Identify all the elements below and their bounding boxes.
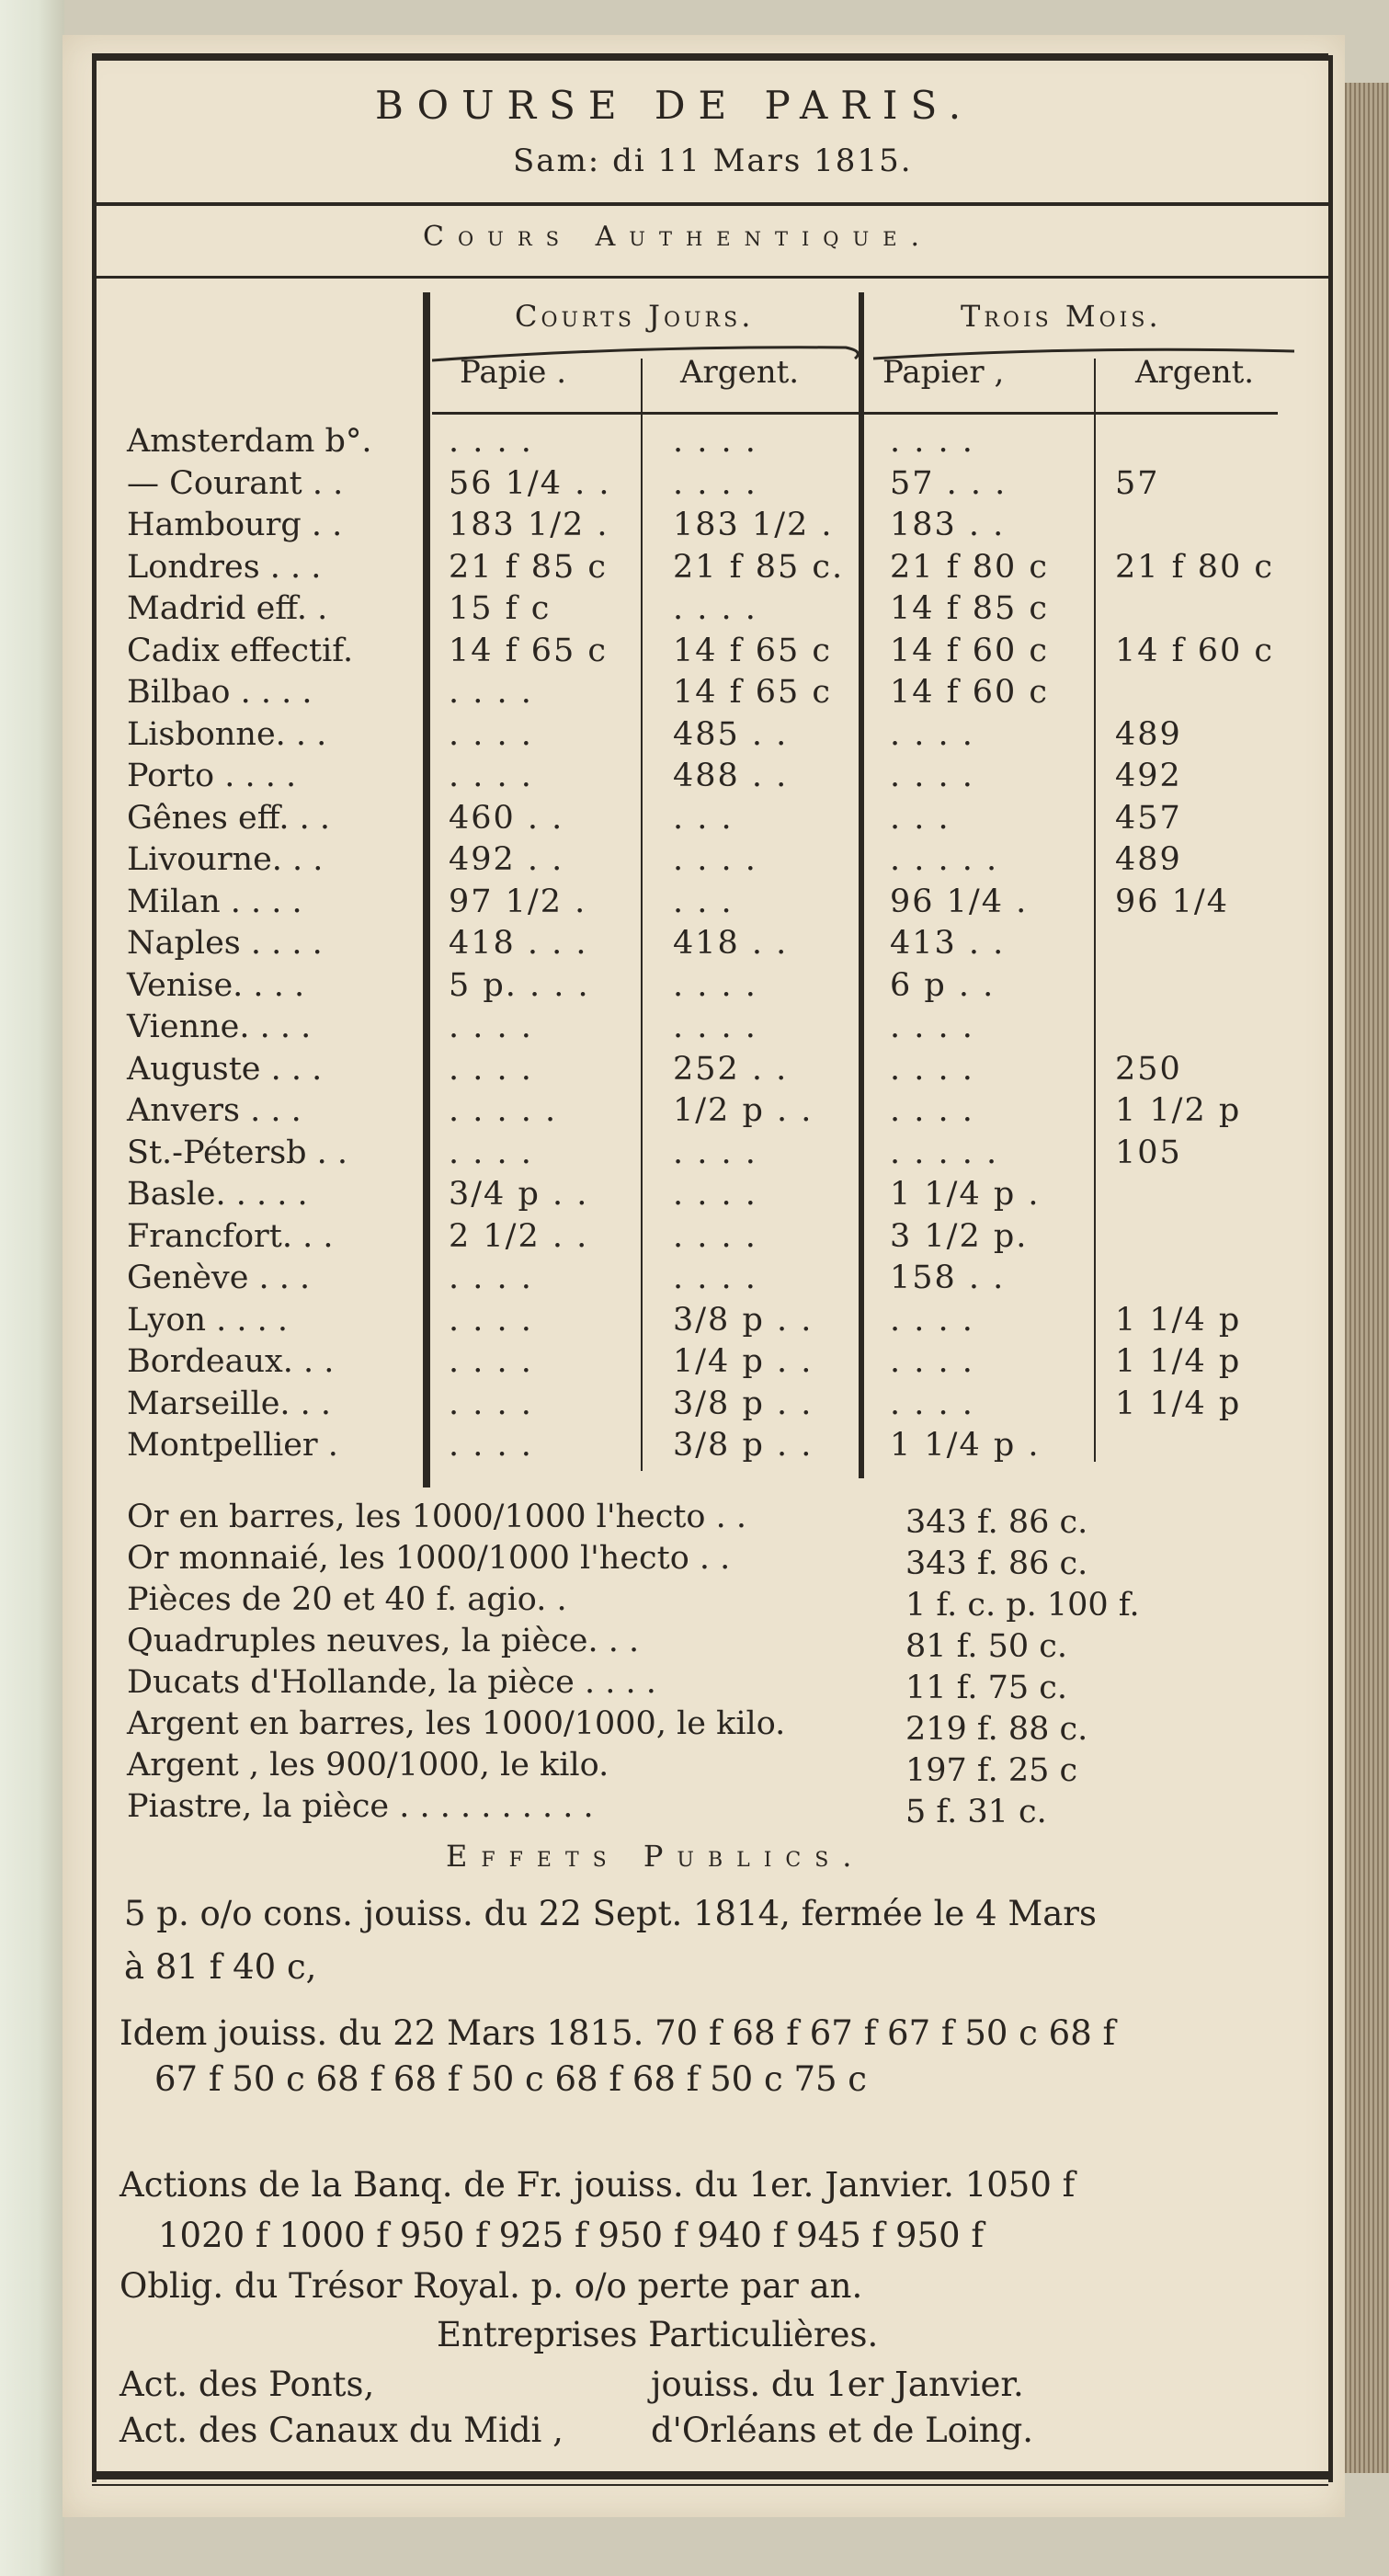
rate-cell-cj-argent: 488 . . xyxy=(673,758,789,794)
place-name: Naples . . . . xyxy=(127,925,323,962)
place-name: Porto . . . . xyxy=(127,758,297,794)
rate-cell-cj-papier: . . . . xyxy=(449,1134,533,1171)
metal-value: 1 f. c. p. 100 f. xyxy=(905,1587,1140,1624)
place-name: Francfort. . . xyxy=(127,1217,334,1255)
rate-cell-tm-argent: 489 xyxy=(1115,715,1182,753)
rate-cell-cj-argent: 14 f 65 c xyxy=(673,674,833,711)
effets-title: Effets Publics. xyxy=(446,1839,866,1874)
effets-line: Idem jouiss. du 22 Mars 1815. 70 f 68 f 67 f 67 f 50 c 68 f xyxy=(120,2013,1116,2053)
rate-cell-cj-argent: . . . . xyxy=(673,966,757,1004)
effets-line: à 81 f 40 c, xyxy=(124,1947,317,1987)
rate-cell-tm-papier: 96 1/4 . xyxy=(890,883,1029,920)
rate-cell-cj-argent: 183 1/2 . xyxy=(673,507,834,543)
rate-cell-cj-argent: . . . . xyxy=(673,1217,757,1255)
rate-cell-tm-argent: 1 1/2 p xyxy=(1115,1092,1242,1129)
rate-cell-cj-papier: . . . . xyxy=(449,1301,533,1339)
place-name: Lyon . . . . xyxy=(127,1301,289,1339)
section-rule xyxy=(92,276,1328,279)
place-name: St.-Pétersb . . xyxy=(127,1134,348,1171)
rate-cell-cj-argent: 252 . . xyxy=(673,1050,789,1088)
rate-cell-tm-papier: 1 1/4 p . xyxy=(890,1427,1041,1464)
rate-cell-cj-papier: 3/4 p . . xyxy=(449,1176,589,1213)
rate-cell-tm-papier: 3 1/2 p. xyxy=(890,1217,1029,1255)
place-name: Vienne. . . . xyxy=(127,1009,312,1045)
metal-value: 219 f. 88 c. xyxy=(905,1711,1088,1748)
header-rule xyxy=(92,202,1328,206)
bottom-rule xyxy=(92,2471,1328,2479)
rate-cell-cj-argent: 485 . . xyxy=(673,715,789,753)
rate-cell-cj-papier: 14 f 65 c xyxy=(449,632,609,669)
rate-cell-tm-papier: 14 f 85 c xyxy=(890,590,1050,627)
metal-label: Ducats d'Hollande, la pièce . . . . xyxy=(127,1664,656,1701)
group-trois-mois: Trois Mois. xyxy=(961,299,1162,334)
rate-cell-cj-papier: . . . . xyxy=(449,423,533,460)
rate-cell-tm-argent: 1 1/4 p xyxy=(1115,1385,1242,1422)
rate-cell-cj-argent: . . . . xyxy=(673,1009,757,1045)
rate-cell-cj-papier: . . . . xyxy=(449,1427,533,1464)
rate-cell-cj-papier: 183 1/2 . xyxy=(449,507,609,543)
rate-cell-cj-papier: 15 f c xyxy=(449,590,552,627)
rate-cell-cj-argent: . . . . xyxy=(673,590,757,627)
rate-cell-tm-papier: . . . . xyxy=(890,1009,974,1045)
book-spine xyxy=(0,0,64,2576)
bottom-rule-thin xyxy=(92,2484,1328,2486)
rate-cell-tm-papier: . . . xyxy=(890,799,951,837)
place-name: Amsterdam b°. xyxy=(127,423,372,460)
place-name: Londres . . . xyxy=(127,548,322,586)
rate-cell-tm-papier: . . . . . xyxy=(890,841,999,878)
rate-cell-cj-papier: 56 1/4 . . xyxy=(449,464,611,502)
rate-cell-cj-papier: . . . . xyxy=(449,715,533,753)
rate-cell-tm-argent: 489 xyxy=(1115,841,1182,878)
rate-cell-cj-papier: 492 . . xyxy=(449,841,564,878)
metal-label: Or en barres, les 1000/1000 l'hecto . . xyxy=(127,1499,746,1535)
metal-value: 343 f. 86 c. xyxy=(905,1545,1088,1582)
rate-cell-tm-papier: 14 f 60 c xyxy=(890,632,1050,669)
effets-line: 1020 f 1000 f 950 f 925 f 950 f 940 f 945 f 950 f xyxy=(158,2216,985,2255)
rate-cell-tm-argent: 457 xyxy=(1115,799,1182,837)
rate-cell-tm-papier: 158 . . xyxy=(890,1260,1006,1296)
rate-cell-cj-papier: . . . . xyxy=(449,1385,533,1422)
effets-line: Actions de la Banq. de Fr. jouiss. du 1er. Janvier. 1050 f xyxy=(120,2165,1076,2205)
place-name: Marseille. . . xyxy=(127,1385,332,1422)
rate-cell-tm-papier: 14 f 60 c xyxy=(890,674,1050,711)
place-name: Genève . . . xyxy=(127,1260,311,1296)
place-name: Montpellier . xyxy=(127,1427,338,1464)
rate-cell-cj-argent: . . . xyxy=(673,799,734,837)
rate-cell-tm-argent: 1 1/4 p xyxy=(1115,1301,1242,1339)
section-title: Cours Authentique. xyxy=(423,221,934,253)
col-rule-4 xyxy=(1094,359,1096,1462)
rate-cell-tm-papier: . . . . xyxy=(890,423,974,460)
rate-cell-cj-argent: . . . . xyxy=(673,423,757,460)
place-name: Bordeaux. . . xyxy=(127,1343,335,1380)
place-name: Milan . . . . xyxy=(127,883,302,920)
rate-cell-tm-papier: 1 1/4 p . xyxy=(890,1176,1041,1213)
rate-cell-tm-papier: . . . . xyxy=(890,1385,974,1422)
metal-label: Piastre, la pièce . . . . . . . . . . xyxy=(127,1788,594,1825)
col-cj-argent: Argent. xyxy=(680,354,800,391)
entreprise-left: Act. des Canaux du Midi , xyxy=(120,2411,564,2450)
rate-cell-cj-papier: . . . . . xyxy=(449,1092,558,1129)
rate-cell-tm-papier: 183 . . xyxy=(890,507,1006,543)
rate-cell-tm-argent: 57 xyxy=(1115,464,1160,502)
col-rule-2 xyxy=(641,359,643,1471)
rate-cell-cj-argent: 418 . . xyxy=(673,925,789,962)
rate-cell-cj-argent: . . . . xyxy=(673,464,757,502)
col-cj-papier: Papie . xyxy=(460,354,566,391)
col-tm-argent: Argent. xyxy=(1135,354,1255,391)
rate-cell-cj-argent: . . . xyxy=(673,883,734,920)
entreprise-right: jouiss. du 1er Janvier. xyxy=(651,2365,1024,2404)
rate-cell-cj-papier: . . . . xyxy=(449,1009,533,1045)
metal-value: 197 f. 25 c xyxy=(905,1752,1078,1789)
rate-cell-cj-papier: . . . . xyxy=(449,674,533,711)
rate-cell-tm-argent: 250 xyxy=(1115,1050,1182,1088)
rate-cell-tm-papier: . . . . xyxy=(890,1343,974,1380)
place-name: Gênes eff. . . xyxy=(127,799,330,837)
rate-cell-cj-argent: 21 f 85 c. xyxy=(673,548,845,586)
place-name: Cadix effectif. xyxy=(127,632,354,669)
rate-cell-cj-papier: 418 . . . xyxy=(449,925,588,962)
rate-cell-tm-papier: . . . . xyxy=(890,1301,974,1339)
col-rule-3 xyxy=(859,292,864,1478)
metal-label: Quadruples neuves, la pièce. . . xyxy=(127,1623,640,1659)
group-courts-jours: Courts Jours. xyxy=(515,299,755,334)
entreprises-title: Entreprises Particulières. xyxy=(437,2315,879,2354)
place-name: Livourne. . . xyxy=(127,841,324,878)
rate-cell-tm-papier: . . . . xyxy=(890,1050,974,1088)
rate-cell-tm-papier: . . . . xyxy=(890,1092,974,1129)
rate-cell-tm-argent: 492 xyxy=(1115,758,1182,794)
col-rule-1 xyxy=(423,292,430,1487)
rate-cell-cj-papier: 2 1/2 . . xyxy=(449,1217,589,1255)
rate-cell-tm-papier: 21 f 80 c xyxy=(890,548,1050,586)
rate-cell-cj-papier: . . . . xyxy=(449,1343,533,1380)
rate-cell-tm-papier: . . . . . xyxy=(890,1134,999,1171)
metal-value: 81 f. 50 c. xyxy=(905,1628,1068,1665)
page-title: BOURSE DE PARIS. xyxy=(375,83,974,128)
metal-value: 5 f. 31 c. xyxy=(905,1794,1047,1830)
place-name: Venise. . . . xyxy=(127,966,305,1004)
place-name: Madrid eff. . xyxy=(127,590,328,627)
rate-cell-cj-argent: . . . . xyxy=(673,841,757,878)
metal-label: Pièces de 20 et 40 f. agio. . xyxy=(127,1581,567,1618)
rate-cell-tm-argent: 14 f 60 c xyxy=(1115,632,1275,669)
subhead-rule xyxy=(432,412,1278,415)
place-name: Hambourg . . xyxy=(127,507,343,543)
date-line: Sam: di 11 Mars 1815. xyxy=(513,142,913,179)
rate-cell-cj-argent: 1/4 p . . xyxy=(673,1343,814,1380)
place-name: Lisbonne. . . xyxy=(127,715,327,753)
rate-cell-tm-argent: 1 1/4 p xyxy=(1115,1343,1242,1380)
effets-line: Oblig. du Trésor Royal. p. o/o perte par an. xyxy=(120,2266,863,2306)
rate-cell-cj-papier: 21 f 85 c xyxy=(449,548,609,586)
metal-value: 343 f. 86 c. xyxy=(905,1504,1088,1541)
rate-cell-cj-papier: . . . . xyxy=(449,1050,533,1088)
rate-cell-cj-papier: 97 1/2 . xyxy=(449,883,587,920)
rate-cell-cj-argent: 1/2 p . . xyxy=(673,1092,814,1129)
place-name: Anvers . . . xyxy=(127,1092,302,1129)
rate-cell-tm-argent: 105 xyxy=(1115,1134,1182,1171)
place-name: Basle. . . . . xyxy=(127,1176,308,1213)
place-name: — Courant . . xyxy=(127,464,344,502)
rate-cell-cj-argent: . . . . xyxy=(673,1134,757,1171)
rate-cell-tm-papier: . . . . xyxy=(890,758,974,794)
place-name: Auguste . . . xyxy=(127,1050,323,1088)
rate-cell-cj-argent: . . . . xyxy=(673,1260,757,1296)
page-edges xyxy=(1345,83,1389,2473)
rate-cell-tm-papier: 413 . . xyxy=(890,925,1006,962)
metal-label: Argent , les 900/1000, le kilo. xyxy=(127,1747,609,1784)
rate-cell-cj-papier: . . . . xyxy=(449,1260,533,1296)
effets-line: 5 p. o/o cons. jouiss. du 22 Sept. 1814, fermée le 4 Mars xyxy=(124,1894,1097,1933)
rate-cell-tm-papier: 57 . . . xyxy=(890,464,1008,502)
rate-cell-cj-argent: 14 f 65 c xyxy=(673,632,833,669)
rate-cell-tm-argent: 96 1/4 xyxy=(1115,883,1229,920)
rate-cell-cj-argent: 3/8 p . . xyxy=(673,1385,814,1422)
rate-cell-cj-papier: 5 p. . . . xyxy=(449,966,590,1004)
rate-cell-cj-papier: . . . . xyxy=(449,758,533,794)
metal-value: 11 f. 75 c. xyxy=(905,1670,1068,1706)
rate-cell-tm-papier: . . . . xyxy=(890,715,974,753)
rate-cell-cj-argent: 3/8 p . . xyxy=(673,1427,814,1464)
rate-cell-tm-papier: 6 p . . xyxy=(890,966,996,1004)
metal-label: Argent en barres, les 1000/1000, le kilo. xyxy=(127,1705,786,1742)
metal-label: Or monnaié, les 1000/1000 l'hecto . . xyxy=(127,1540,731,1577)
rate-cell-cj-papier: 460 . . xyxy=(449,799,564,837)
col-tm-papier: Papier , xyxy=(882,354,1005,391)
place-name: Bilbao . . . . xyxy=(127,674,313,711)
top-rule xyxy=(92,53,1328,61)
rate-cell-cj-argent: 3/8 p . . xyxy=(673,1301,814,1339)
rate-cell-cj-argent: . . . . xyxy=(673,1176,757,1213)
effets-line: 67 f 50 c 68 f 68 f 50 c 68 f 68 f 50 c 75 c xyxy=(154,2059,868,2099)
rate-cell-tm-argent: 21 f 80 c xyxy=(1115,548,1275,586)
entreprise-left: Act. des Ponts, xyxy=(120,2365,375,2404)
entreprise-right: d'Orléans et de Loing. xyxy=(651,2411,1034,2450)
